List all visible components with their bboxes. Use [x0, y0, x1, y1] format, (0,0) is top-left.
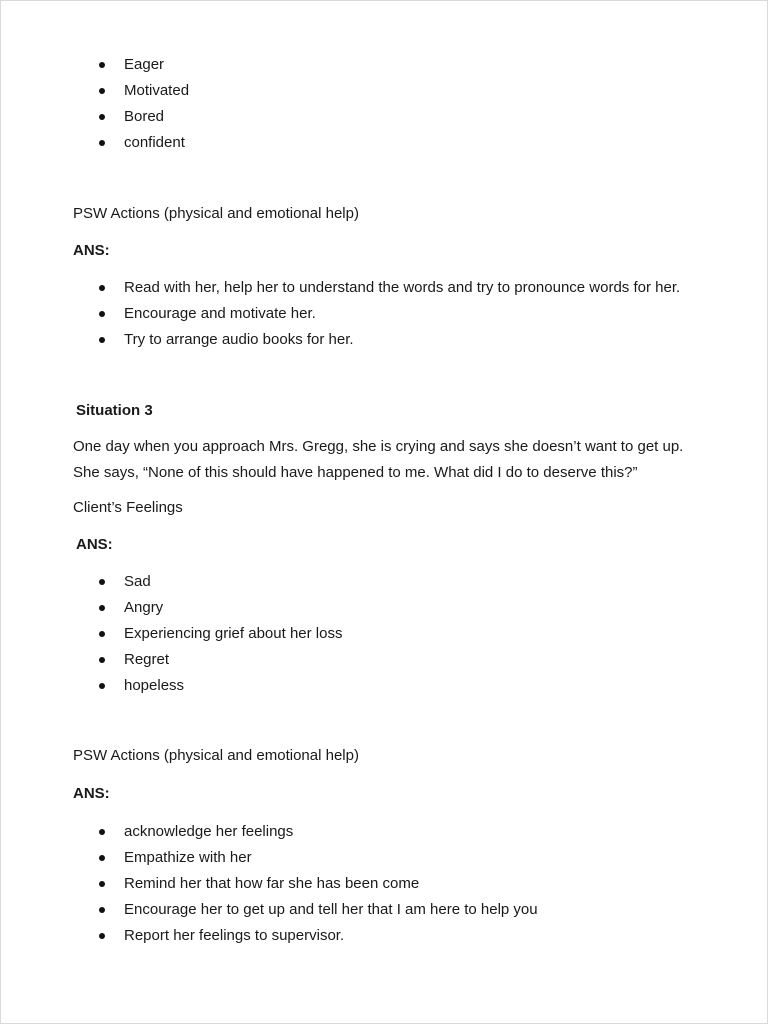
- bullet-icon: [99, 579, 105, 585]
- bullet-icon: [99, 881, 105, 887]
- bullet-icon: [99, 907, 105, 913]
- psw-actions-heading: PSW Actions (physical and emotional help): [73, 747, 359, 764]
- bullet-icon: [99, 855, 105, 861]
- bullet-icon: [99, 337, 105, 343]
- situation-description-line: She says, “None of this should have happened to me. What did I do to deserve this?”: [73, 464, 638, 481]
- bullet-icon: [99, 62, 105, 68]
- bullet-icon: [99, 311, 105, 317]
- document-page: Eager Motivated Bored confident PSW Actions (physical and emotional help) ANS: Read with her, help her to understand the words and try to pronounce words for her. Encourage and motivate her. Try to arrange audio books for her. Situation 3 One day when you approach Mrs. Gregg, she is crying and says she doesn’t want to get up. She says, “None of this should have happened to me. What did I do to deserve this?” Client’s Feelings ANS: Sad Angry Experiencing grief about her loss Regret hopeless PSW Actions (physical and emotional help) ANS: acknowledge her feelings Empathize with her Remind her that how far she has been come Encourage her to get up and tell her that I am here to help you Report her feelings to supervisor.: [0, 0, 768, 1024]
- situation-title: Situation 3: [76, 402, 153, 419]
- client-feelings-heading: Client’s Feelings: [73, 499, 183, 516]
- ans-label: ANS:: [73, 785, 110, 802]
- bullet-icon: [99, 631, 105, 637]
- bullet-icon: [99, 829, 105, 835]
- bullet-icon: [99, 140, 105, 146]
- bullet-icon: [99, 933, 105, 939]
- ans-label: ANS:: [73, 242, 110, 259]
- bullet-icon: [99, 88, 105, 94]
- bullet-icon: [99, 657, 105, 663]
- bullet-icon: [99, 285, 105, 291]
- situation-description-line: One day when you approach Mrs. Gregg, she is crying and says she doesn’t want to get up.: [73, 438, 684, 455]
- psw-actions-heading: PSW Actions (physical and emotional help): [73, 205, 359, 222]
- bullet-icon: [99, 114, 105, 120]
- bullet-icon: [99, 605, 105, 611]
- bullet-icon: [99, 683, 105, 689]
- ans-label: ANS:: [76, 536, 113, 553]
